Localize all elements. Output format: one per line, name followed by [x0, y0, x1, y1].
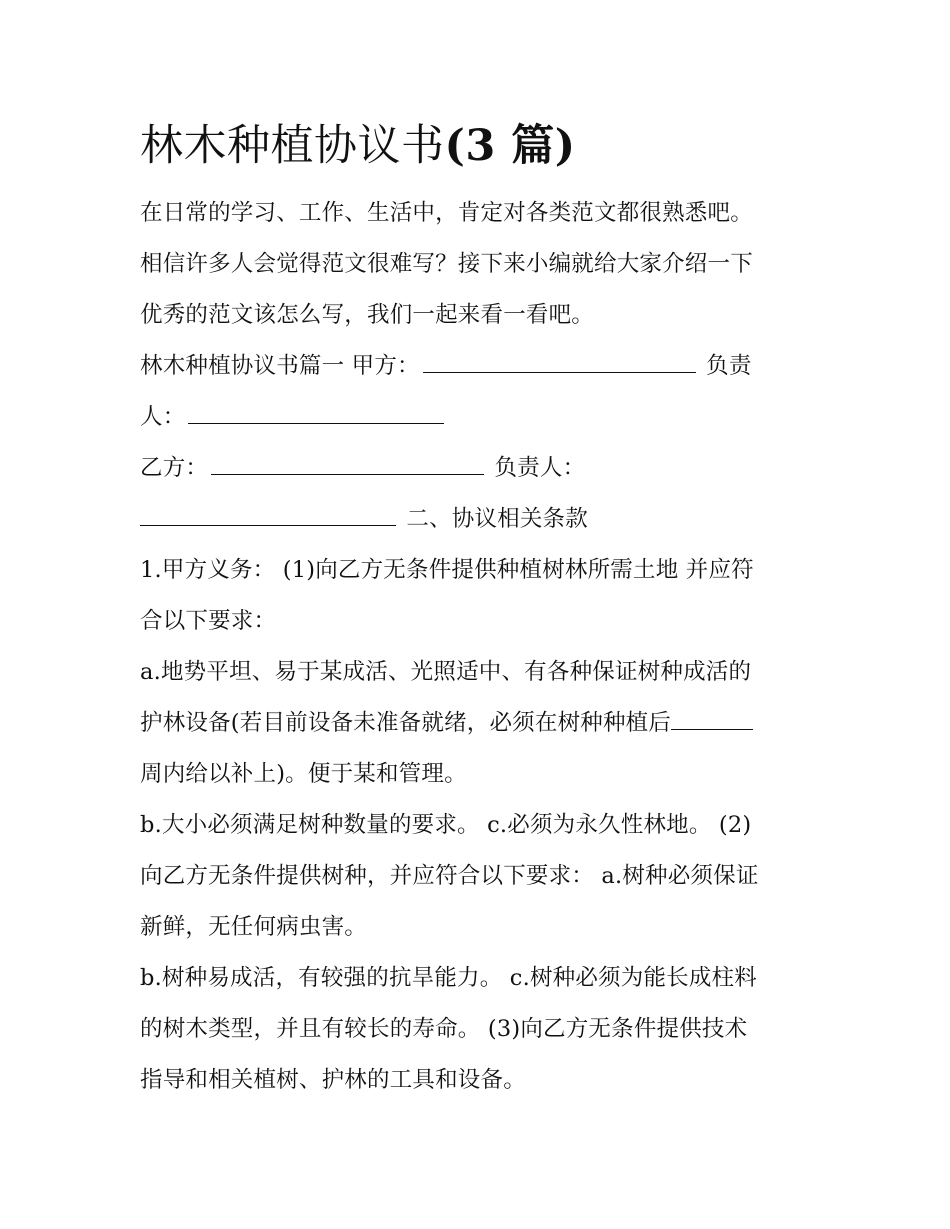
- clause-a-line-1: a.地势平坦、易于某成活、光照适中、有各种保证树种成活的: [140, 659, 752, 685]
- document-body: [140, 110, 820, 1106]
- clause-b-line-3: 新鲜，无任何病虫害。: [140, 914, 368, 940]
- party-a-resp-line: [140, 392, 820, 443]
- party-b-label: 乙方：: [140, 455, 209, 481]
- clause-b-line-1: b.大小必须满足树种数量的要求。 c.必须为永久性林地。 (2): [140, 812, 752, 838]
- intro-line-2: 相信许多人会觉得范文很难写？接下来小编就给大家介绍一下: [140, 251, 753, 277]
- party-b-resp: 负责人：: [494, 455, 586, 481]
- clause-1-line-1: 1.甲方义务： (1)向乙方无条件提供种植树林所需土地 并应符: [140, 557, 754, 583]
- party-a-resp-tail: 人：: [140, 404, 186, 430]
- clause-b-line-2: 向乙方无条件提供树种，并应符合以下要求： a.树种必须保证: [140, 863, 759, 889]
- title-suffix: (3 篇): [444, 121, 576, 171]
- party-a-label: 林木种植协议书篇一 甲方：: [140, 353, 420, 379]
- party-b-line: [140, 443, 820, 494]
- intro-line-1: 在日常的学习、工作、生活中，肯定对各类范文都很熟悉吧。: [140, 200, 753, 226]
- clause-1-line-2: 合以下要求：: [140, 608, 277, 634]
- clause-b2-line-2: 的树木类型，并且有较长的寿命。 (3)向乙方无条件提供技术: [140, 1016, 748, 1042]
- section-two-heading: 二、协议相关条款: [406, 506, 588, 532]
- title-main: 林木种植协议书: [140, 121, 445, 171]
- party-b-resp-blank: [140, 505, 396, 526]
- party-a-line: [140, 341, 820, 392]
- clause-a-line-2-text: 护林设备(若目前设备未准备就绪，必须在树种种植后: [140, 710, 672, 736]
- party-a-resp-blank: [188, 403, 444, 424]
- party-b-blank: [211, 454, 484, 475]
- clause-a-line-2: [140, 698, 820, 749]
- clause-b2-line-1: b.树种易成活，有较强的抗旱能力。 c.树种必须为能长成柱料: [140, 965, 757, 991]
- document-title: [140, 110, 820, 182]
- party-a-blank: [423, 352, 696, 373]
- intro-line-3: 优秀的范文该怎么写，我们一起来看一看吧。: [140, 302, 595, 328]
- clause-a-line-3: 周内给以补上)。便于某和管理。: [140, 761, 467, 787]
- weeks-blank: [671, 709, 753, 730]
- clause-b2-line-3: 指导和相关植树、护林的工具和设备。: [140, 1067, 526, 1093]
- party-a-resp-head: 负责: [706, 353, 752, 379]
- section-two-line: [140, 494, 820, 545]
